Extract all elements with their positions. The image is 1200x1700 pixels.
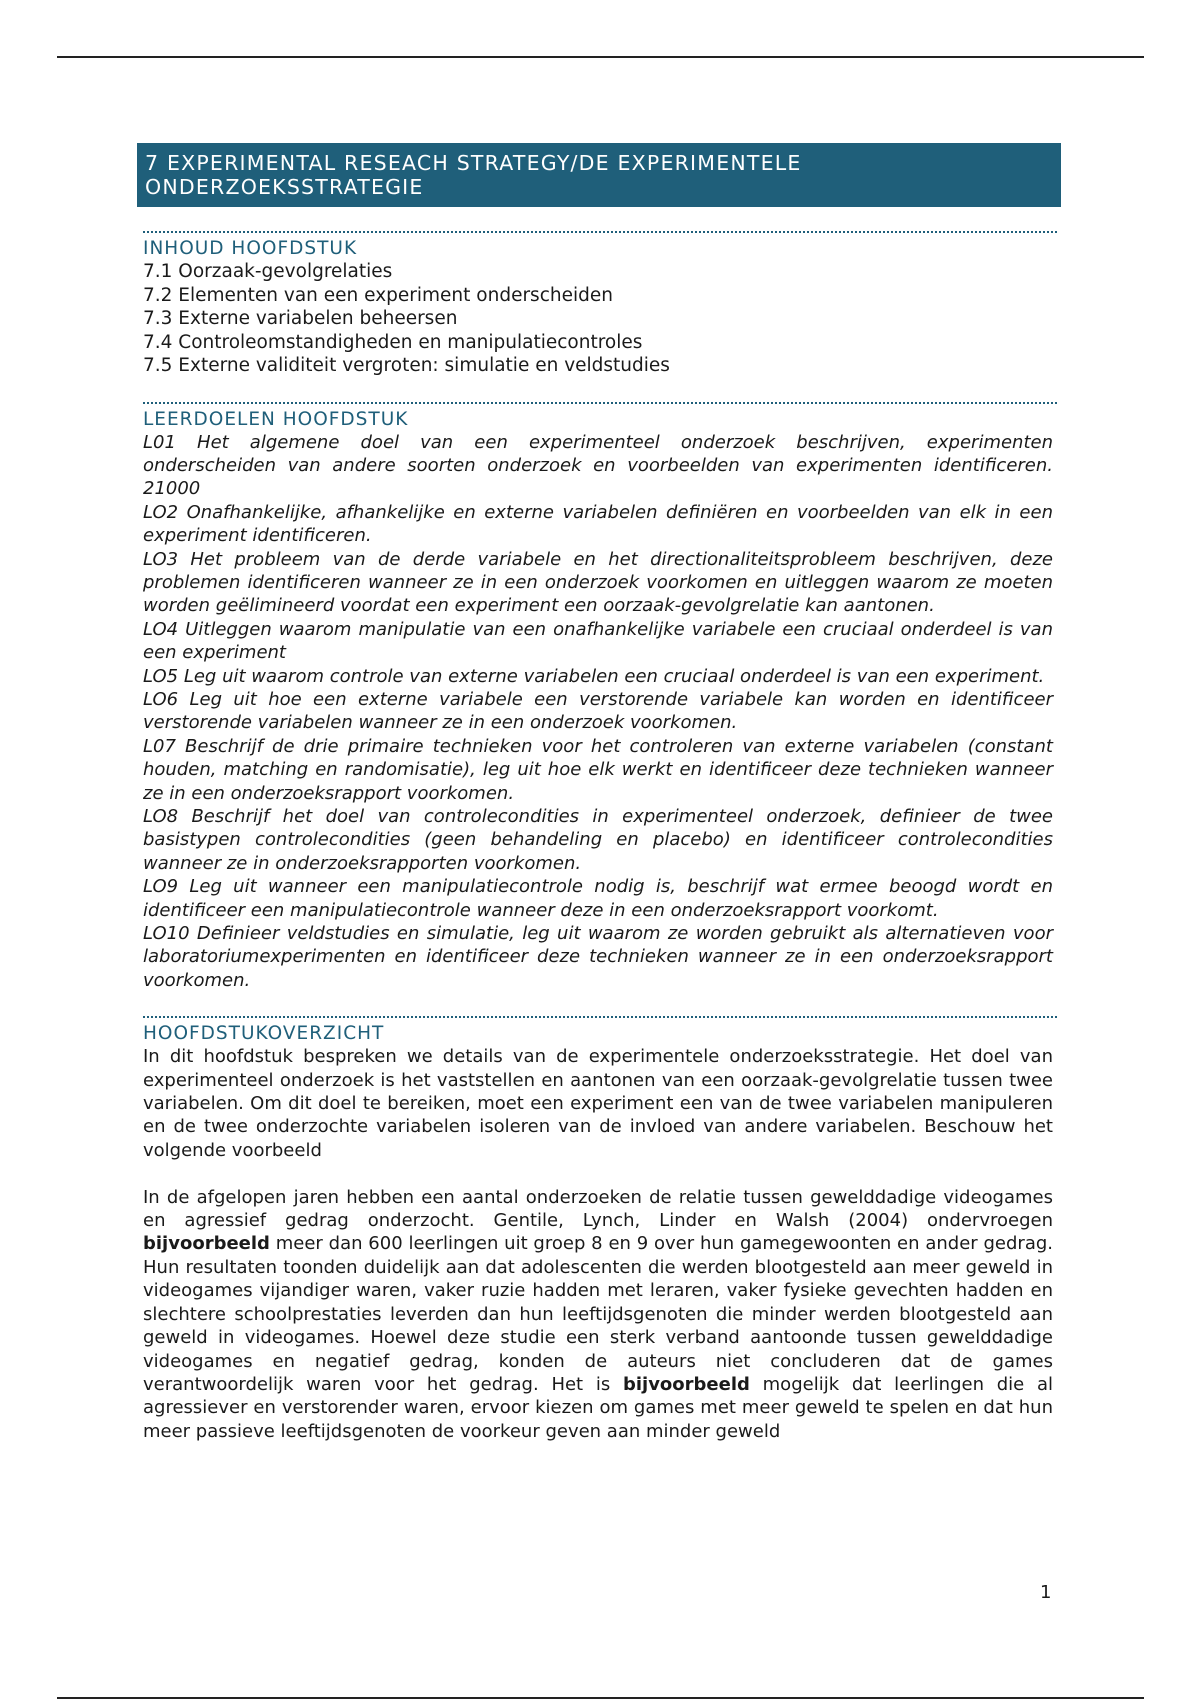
chapter-title: 7 EXPERIMENTAL RESEACH STRATEGY/DE EXPERIMENTELE ONDERZOEKSSTRATEGIE	[145, 151, 802, 199]
objective-item: LO9 Leg uit wanneer een manipulatiecontrole nodig is, beschrijf wat ermee beoogd wordt en identificeer een manipulatiecontrole wanneer deze in een onderzoeksrapport voorkomt.	[143, 876, 1053, 921]
objectives-section	[137, 402, 1061, 993]
objectives-heading: LEERDOELEN HOOFDSTUK	[143, 408, 409, 430]
bottom-page-rule	[57, 1697, 1144, 1699]
objective-item: LO5 Leg uit waarom controle van externe variabelen een cruciaal onderdeel is van een experiment.	[143, 665, 1045, 687]
page-content	[137, 143, 1061, 1443]
objective-item: LO4 Uitleggen waarom manipulatie van een onafhankelijke variabele een cruciaal onderdeel is van een experiment	[143, 618, 1053, 664]
chapter-title-banner	[137, 143, 1061, 207]
objective-item: LO8 Beschrijf het doel van controlecondities in experimenteel onderzoek, definieer de twee basistypen controlecondities (geen behandeling en placebo) en identificeer controlecondities wanneer ze in onderzoeksrapporten voorkomen.	[143, 806, 1053, 874]
bold-term: bijvoorbeeld	[622, 1373, 750, 1395]
overview-paragraph: In dit hoofdstuk bespreken we details van de experimentele onderzoeksstrategie. Het doel van experimenteel onderzoek is het vaststellen en aantonen van een oorzaak-gevolgrelatie tussen twee variabelen. Om dit doel te bereiken, moet een experiment een van de twee variabelen manipuleren en de twee onderzochte variabelen isoleren van de invloed van andere variabelen. Beschouw het volgende voorbeeld	[143, 1046, 1053, 1161]
contents-list	[143, 260, 1061, 378]
objective-item: LO3 Het probleem van de derde variabele en het directionaliteitsprobleem beschrijven, deze problemen identificeren wanneer ze in een onderzoek voorkomen en uitleggen waarom ze moeten worden geëlimineerd voordat een experiment een oorzaak-gevolgrelatie kan aantonen.	[143, 548, 1053, 617]
bold-term: bijvoorbeeld	[143, 1233, 270, 1255]
objective-item: LO10 Definieer veldstudies en simulatie, leg uit waarom ze worden gebruikt als alternatieven voor laboratoriumexperimenten en identificeer deze technieken wanneer ze in een onderzoeksrapport voorkomen.	[143, 923, 1053, 991]
contents-item: 7.4 Controleomstandigheden en manipulatiecontroles	[143, 331, 643, 353]
text-run: meer dan 600 leerlingen uit groep 8 en 9 over hun gamegewoonten en ander gedrag. Hun resultaten toonden duidelijk aan dat adolescenten die werden blootgesteld aan meer geweld in videogames vijandiger waren, vaker ruzie hadden met leraren, vaker fysieke gevechten hadden en slechtere schoolprestaties leverden dan hun leeftijdsgenoten die minder werden blootgesteld aan geweld in videogames. Hoewel deze studie een sterk verband aantoonde tussen gewelddadige videogames en negatief gedrag, konden de auteurs niet concluderen dat de games verantwoordelijk waren voor het gedrag. Het is	[143, 1233, 1053, 1395]
contents-section	[137, 231, 1061, 378]
contents-item: 7.1 Oorzaak-gevolgrelaties	[143, 261, 393, 282]
contents-item: 7.5 Externe validiteit vergroten: simulatie en veldstudies	[143, 355, 670, 376]
objective-item: L07 Beschrijf de drie primaire technieken voor het controleren van externe variabelen (constant houden, matching en randomisatie), leg uit hoe elk werkt en identificeer deze technieken wanneer ze in een onderzoeksrapport voorkomen.	[143, 735, 1053, 804]
objective-item: L01 Het algemene doel van een experimenteel onderzoek beschrijven, experimenten onderscheiden van andere soorten onderzoek en voorbeelden van experimenten identificeren. 21000	[143, 431, 1053, 500]
text-run: mogelijk dat leerlingen die al agressiever en verstorender waren, ervoor kiezen om games met meer geweld te spelen en dat hun meer passieve leeftijdsgenoten de voorkeur geven aan minder geweld	[143, 1373, 1053, 1442]
section-divider	[143, 1016, 1057, 1018]
contents-item: 7.2 Elementen van een experiment onderscheiden	[143, 284, 613, 306]
section-divider	[143, 231, 1057, 233]
section-divider	[143, 402, 1057, 404]
top-page-rule	[57, 56, 1144, 58]
contents-heading: INHOUD HOOFDSTUK	[143, 238, 358, 259]
text-run: In de afgelopen jaren hebben een aantal onderzoeken de relatie tussen gewelddadige videogames en agressief gedrag onderzocht. Gentile, Lynch, Linder en Walsh (2004) ondervroegen	[143, 1186, 1053, 1232]
overview-heading: HOOFDSTUKOVERZICHT	[143, 1023, 385, 1045]
objective-item: LO6 Leg uit hoe een externe variabele een verstorende variabele kan worden en identificeer verstorende variabelen wanneer ze in een onderzoek voorkomen.	[143, 688, 1053, 734]
overview-paragraph	[143, 1186, 1053, 1443]
contents-item: 7.3 Externe variabelen beheersen	[143, 308, 458, 329]
page-number: 1	[1040, 1582, 1052, 1603]
overview-section	[137, 1016, 1061, 1443]
objectives-list	[143, 431, 1053, 993]
objective-item: LO2 Onafhankelijke, afhankelijke en externe variabelen definiëren en voorbeelden van elk in een experiment identificeren.	[143, 501, 1053, 547]
